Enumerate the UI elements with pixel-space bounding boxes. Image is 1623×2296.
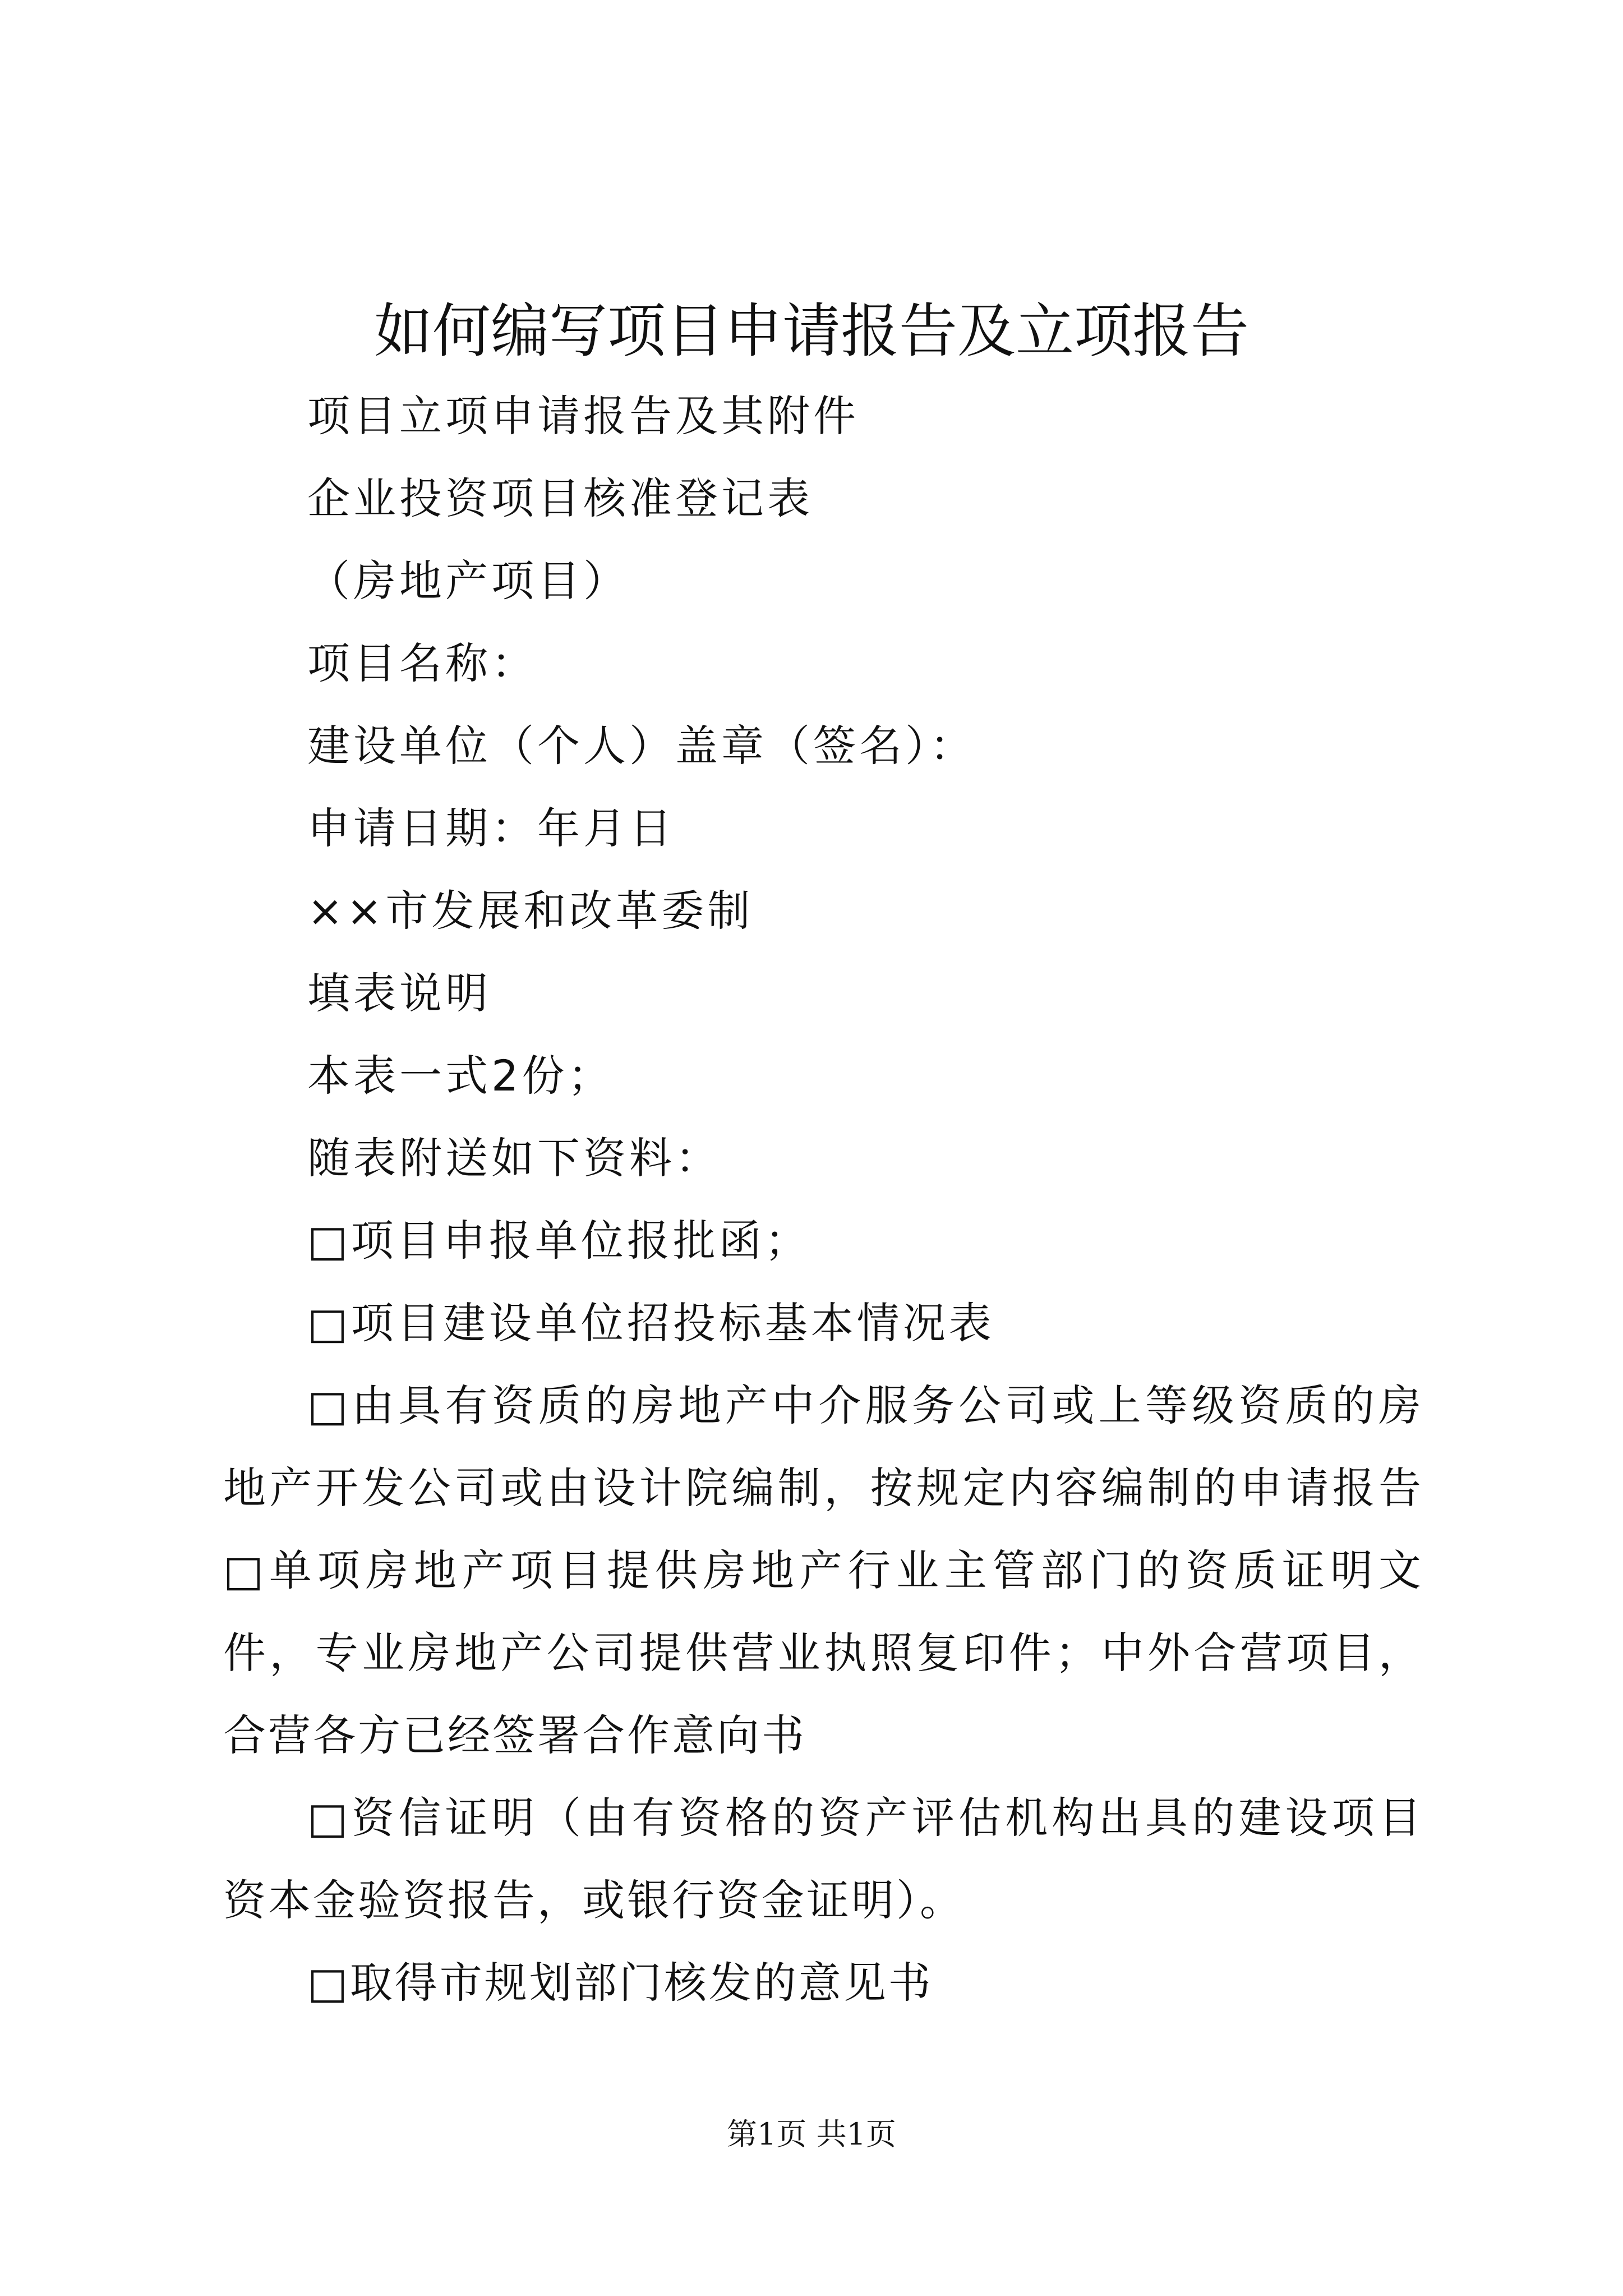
checklist-paragraph: □取得市规划部门核发的意见书 (307, 1958, 933, 2008)
text-line: 项目名称： (307, 638, 537, 688)
text-line: （房地产项目） (307, 556, 629, 606)
text-line: 企业投资项目核准登记表 (307, 473, 813, 523)
checklist-item: □项目申报单位报批函； (307, 1216, 811, 1266)
text-line: ××市发展和改革委制 (307, 886, 754, 936)
text-line: 建设单位（个人）盖章（签名）： (307, 721, 976, 771)
text-line: 项目立项申请报告及其附件 (307, 391, 859, 441)
document-body (223, 375, 1423, 2024)
checklist-item: □项目建设单位招投标基本情况表 (307, 1298, 995, 1348)
checklist-paragraph: □资信证明（由有资格的资产评估机构出具的建设项目资本金验资报告，或银行资金证明）。 (223, 1793, 1423, 1925)
checklist-paragraph: □由具有资质的房地产中介服务公司或上等级资质的房地产开发公司或由设计院编制，按规定内容编制的申请报告□单项房地产项目提供房地产行业主管部门的资质证明文件，专业房地产公司提供营业执照复印件；中外合营项目，合营各方已经签署合作意向书 (223, 1381, 1423, 1760)
text-line: 申请日期：年月日 (307, 803, 675, 853)
text-line: 本表一式2份； (307, 1051, 614, 1101)
page-footer: 第1页 共1页 (727, 2116, 896, 2152)
text-line: 填表说明 (307, 968, 491, 1018)
document-title: 如何编写项目申请报告及立项报告 (374, 297, 1249, 365)
text-line: 随表附送如下资料： (307, 1133, 721, 1183)
